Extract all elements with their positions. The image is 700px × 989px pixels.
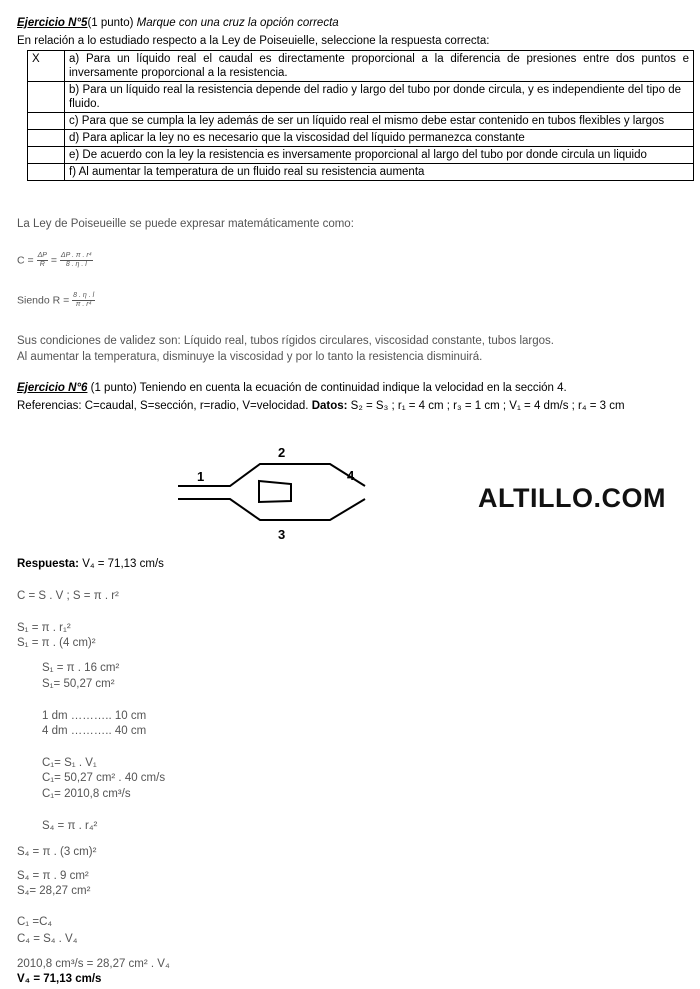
option-mark[interactable] xyxy=(28,113,65,130)
fraction xyxy=(72,292,95,309)
fraction-den: 8 . η . l xyxy=(65,261,87,268)
ex5-instruction: Marque con una cruz la opción correcta xyxy=(136,17,339,29)
formula-c xyxy=(17,252,93,269)
fraction-num: ΔP xyxy=(37,252,47,259)
option-row[interactable] xyxy=(28,164,694,181)
step-line: S₁ = π . (4 cm)² xyxy=(17,637,96,649)
datos-text: S₂ = S₃ ; r₁ = 4 cm ; r₃ = 1 cm ; V₁ = 4 dm/s ; r₄ = 3 cm xyxy=(347,400,625,412)
ex5-heading xyxy=(17,17,339,29)
step-line: C₄ = S₄ . V₄ xyxy=(17,933,78,945)
temperature-text: Al aumentar la temperatura, disminuye la viscosidad y por lo tanto la resistencia disminuirá. xyxy=(17,351,483,363)
answer-value: V₄ = 71,13 cm/s xyxy=(79,558,164,570)
ex5-title: Ejercicio N°5 xyxy=(17,17,88,29)
section-label: 1 xyxy=(197,469,205,484)
fraction-num: ΔP . π . r⁴ xyxy=(60,252,92,259)
step-line: S₁= 50,27 cm² xyxy=(42,678,115,690)
answer-line xyxy=(17,558,164,570)
refs-text: Referencias: C=caudal, S=sección, r=radio, V=velocidad. xyxy=(17,400,312,412)
fraction-num: 8 . η . l xyxy=(73,292,95,299)
ex6-refs xyxy=(17,400,625,412)
option-mark[interactable] xyxy=(28,130,65,147)
ex6-title: Ejercicio N°6 xyxy=(17,382,88,394)
step-line: C = S . V ; S = π . r² xyxy=(17,590,119,602)
pipe-diagram xyxy=(175,443,375,548)
section-label: 2 xyxy=(278,445,286,460)
ex5-points: (1 punto) xyxy=(87,17,137,29)
option-text: b) Para un líquido real la resistencia depende del radio y largo del tubo por donde circula, y es independiente del tipo de fluido. xyxy=(65,82,694,113)
formula-r xyxy=(17,292,95,309)
step-line: C₁= 50,27 cm² . 40 cm/s xyxy=(42,772,166,784)
step-line: S₁ = π . 16 cm² xyxy=(42,662,120,674)
ex6-intro: (1 punto) Teniendo en cuenta la ecuación de continuidad indique la velocidad en la sección 4. xyxy=(87,382,567,394)
step-line: S₄ = π . 9 cm² xyxy=(17,870,89,882)
fraction xyxy=(60,252,93,269)
answer-label: Respuesta: xyxy=(17,558,79,570)
datos-label: Datos: xyxy=(311,400,348,412)
fraction-den: π . r⁴ xyxy=(75,301,92,308)
option-row[interactable] xyxy=(28,82,694,113)
option-row[interactable] xyxy=(28,130,694,147)
option-text: d) Para aplicar la ley no es necesario que la viscosidad del líquido permanezca constante xyxy=(65,130,694,147)
option-row[interactable] xyxy=(28,51,694,82)
step-line: S₄ = π . r₄² xyxy=(42,820,98,832)
step-line: S₁ = π . r₁² xyxy=(17,622,71,634)
step-line: S₄ = π . (3 cm)² xyxy=(17,846,97,858)
formula-c-eq: = xyxy=(50,254,57,267)
option-text: e) De acuerdo con la ley la resistencia es inversamente proporcional al largo del tubo por donde circula un liquido xyxy=(65,147,694,164)
fraction xyxy=(37,252,48,269)
step-line: 4 dm ……….. 40 cm xyxy=(42,725,147,737)
section-label: 3 xyxy=(278,527,286,542)
pipe-inner-body xyxy=(259,481,291,502)
option-mark[interactable] xyxy=(28,164,65,181)
option-row[interactable] xyxy=(28,147,694,164)
step-line: C₁= S₁ . V₁ xyxy=(42,757,97,769)
law-intro: La Ley de Poiseueille se puede expresar matemáticamente como: xyxy=(17,218,354,230)
step-line: C₁ =C₄ xyxy=(17,916,53,928)
option-mark[interactable]: X xyxy=(28,51,65,82)
section-label: 4 xyxy=(347,468,355,483)
option-row[interactable] xyxy=(28,113,694,130)
step-line: C₁= 2010,8 cm³/s xyxy=(42,788,131,800)
option-text: c) Para que se cumpla la ley además de ser un líquido real el mismo debe estar contenido en tubos flexibles y largos xyxy=(65,113,694,130)
options-table xyxy=(27,50,694,181)
step-line: 2010,8 cm³/s = 28,27 cm² . V₄ xyxy=(17,958,170,970)
ex5-question: En relación a lo estudiado respecto a la Ley de Poiseuielle, seleccione la respuesta correcta: xyxy=(17,35,490,47)
option-text: a) Para un líquido real el caudal es directamente proporcional a la diferencia de presiones entre dos puntos e inversamente proporcional a la resistencia. xyxy=(65,51,694,82)
formula-c-lhs: C = xyxy=(17,254,34,267)
step-line: 1 dm ……….. 10 cm xyxy=(42,710,147,722)
option-mark[interactable] xyxy=(28,147,65,164)
final-answer: V₄ = 71,13 cm/s xyxy=(17,973,102,985)
option-mark[interactable] xyxy=(28,82,65,113)
ex6-heading xyxy=(17,382,567,394)
conditions-text: Sus condiciones de validez son: Líquido real, tubos rígidos circulares, viscosidad constante, tubos largos. xyxy=(17,335,554,347)
option-text: f) Al aumentar la temperatura de un fluido real su resistencia aumenta xyxy=(65,164,694,181)
step-line: S₄= 28,27 cm² xyxy=(17,885,91,897)
fraction-den: R xyxy=(39,261,45,268)
formula-r-lhs: Siendo R = xyxy=(17,294,70,307)
altillo-logo[interactable]: ALTILLO.COM xyxy=(478,483,666,513)
